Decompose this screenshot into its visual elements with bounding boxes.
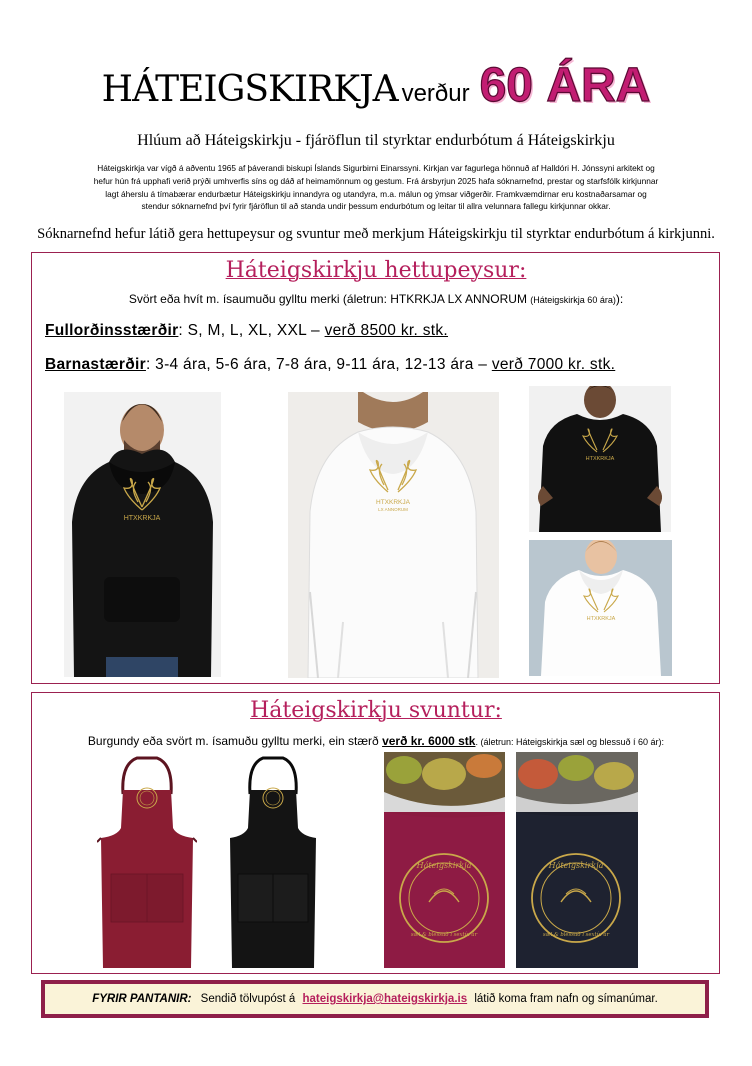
order-info-box xyxy=(41,980,709,1018)
title-60-ara: 60 ÁRA xyxy=(479,59,651,112)
hoodies-desc-small: (Háteigskirkja 60 ára) xyxy=(530,295,616,305)
adult-sizes-row xyxy=(45,322,448,340)
white-hoodie-woman-photo xyxy=(288,392,499,678)
aprons-title: Háteigskirkju svuntur: xyxy=(250,698,502,723)
aprons-desc-text: Burgundy eða svört m. ísamuðu gylltu merki, ein stærð xyxy=(87,734,379,748)
subtitle: Hlúum að Háteigskirkju - fjáröflun til styrktar endurbótum á Háteigskirkju xyxy=(137,132,615,149)
black-hoodie-man-photo xyxy=(64,392,221,677)
hoodies-desc-text: Svört eða hvít m. ísaumuðu gylltu merki (áletrun: HTKRKJA LX ANNORUM xyxy=(128,292,527,306)
kids-price: verð 7000 kr. stk. xyxy=(491,356,616,373)
aprons-description xyxy=(0,734,752,748)
hoodie-logo-text: HTXKRKJA xyxy=(376,499,410,506)
kids-black-hoodie-photo xyxy=(529,386,671,532)
kids-sizes-label: Barnastærðir xyxy=(45,356,146,373)
adult-sizes-list: : S, M, L, XL, XXL – xyxy=(178,322,320,339)
intro-line: stendur sóknarnefnd því fyrir fjáröflun til að standa undir þessum endurbótum og leitar til allra velunnara fallegu kirkjunnar okkar. xyxy=(141,201,611,212)
emblem-top-text: Háteigskirkja xyxy=(416,861,472,870)
emblem-bottom-text: sæl & blessuð í sextíu ár xyxy=(410,932,478,938)
title-church-name: HÁTEIGSKIRKJA xyxy=(101,69,398,110)
black-emblem-closeup-photo xyxy=(516,752,638,968)
burgundy-apron-photo xyxy=(97,754,197,970)
title-verdur: verður xyxy=(401,80,470,107)
hoodie-logo-text: HTXKRKJA xyxy=(585,456,615,462)
aprons-price: verð kr. 6000 stk xyxy=(382,734,476,748)
hoodies-description xyxy=(0,292,752,306)
burgundy-emblem-closeup-photo xyxy=(384,752,505,968)
order-label: FYRIR PANTANIR: xyxy=(92,993,192,1005)
hoodie-logo-text: HTXKRKJA xyxy=(586,616,616,622)
page-title xyxy=(0,58,752,113)
adult-price: verð 8500 kr. stk. xyxy=(324,322,449,339)
order-text-2: látið koma fram nafn og símanúmar. xyxy=(474,993,658,1005)
order-text-1: Sendið tölvupóst á xyxy=(200,993,296,1005)
hoodie-logo-text: HTXKRKJA xyxy=(123,515,161,522)
intro-line: hefur hún frá upphafi verið prýði umhverfis síns og dáð af heimamönnum og gestum. Frá ársbyrjun 2025 hafa sóknarnefnd, prestar og starfsfólk kirkjunnar xyxy=(93,175,659,186)
intro-line: lagt áherslu á tímabærar endurbætur Háteigskirkju innandyra og utandyra, m.a. málun og ýmsar viðgerðir. Framkvæmdirnar eru kostnaðarsamar og xyxy=(105,188,647,199)
order-email-link[interactable]: hateigskirkja@hateigskirkja.is xyxy=(302,993,468,1005)
intro-line: Háteigskirkja var vígð á aðventu 1965 af þáverandi biskupi Íslands Sigurbirni Einarssyni. Kirkjan var fagurlega hönnuð af Halldóri H. Jónssyni arkitekt og xyxy=(97,163,655,173)
adult-sizes-label: Fullorðinsstærðir xyxy=(45,322,179,339)
emblem-top-text: Háteigskirkja xyxy=(548,861,604,870)
hoodies-title: Háteigskirkju hettupeysur: xyxy=(225,258,527,283)
intro-paragraph xyxy=(44,162,708,213)
hoodie-logo-subtext: LX ANNORUM xyxy=(378,507,408,512)
kids-sizes-list: : 3-4 ára, 5-6 ára, 7-8 ára, 9-11 ára, 12-13 ára – xyxy=(145,356,488,373)
intro-statement: Sóknarnefnd hefur látið gera hettupeysur og svuntur með merkjum Háteigskirkju til styrktar endurbótum á kirkjunni. xyxy=(37,226,715,242)
hoodies-desc-end: ): xyxy=(615,292,624,306)
kids-sizes-row xyxy=(45,356,615,374)
kids-white-hoodie-photo xyxy=(529,540,672,676)
aprons-desc-small: . (áletrun: Háteigskirkja sæl og blessuð í 60 ár): xyxy=(475,737,665,747)
emblem-bottom-text: sæl & blessuð í sextíu ár xyxy=(542,932,610,938)
black-apron-photo xyxy=(226,754,320,970)
